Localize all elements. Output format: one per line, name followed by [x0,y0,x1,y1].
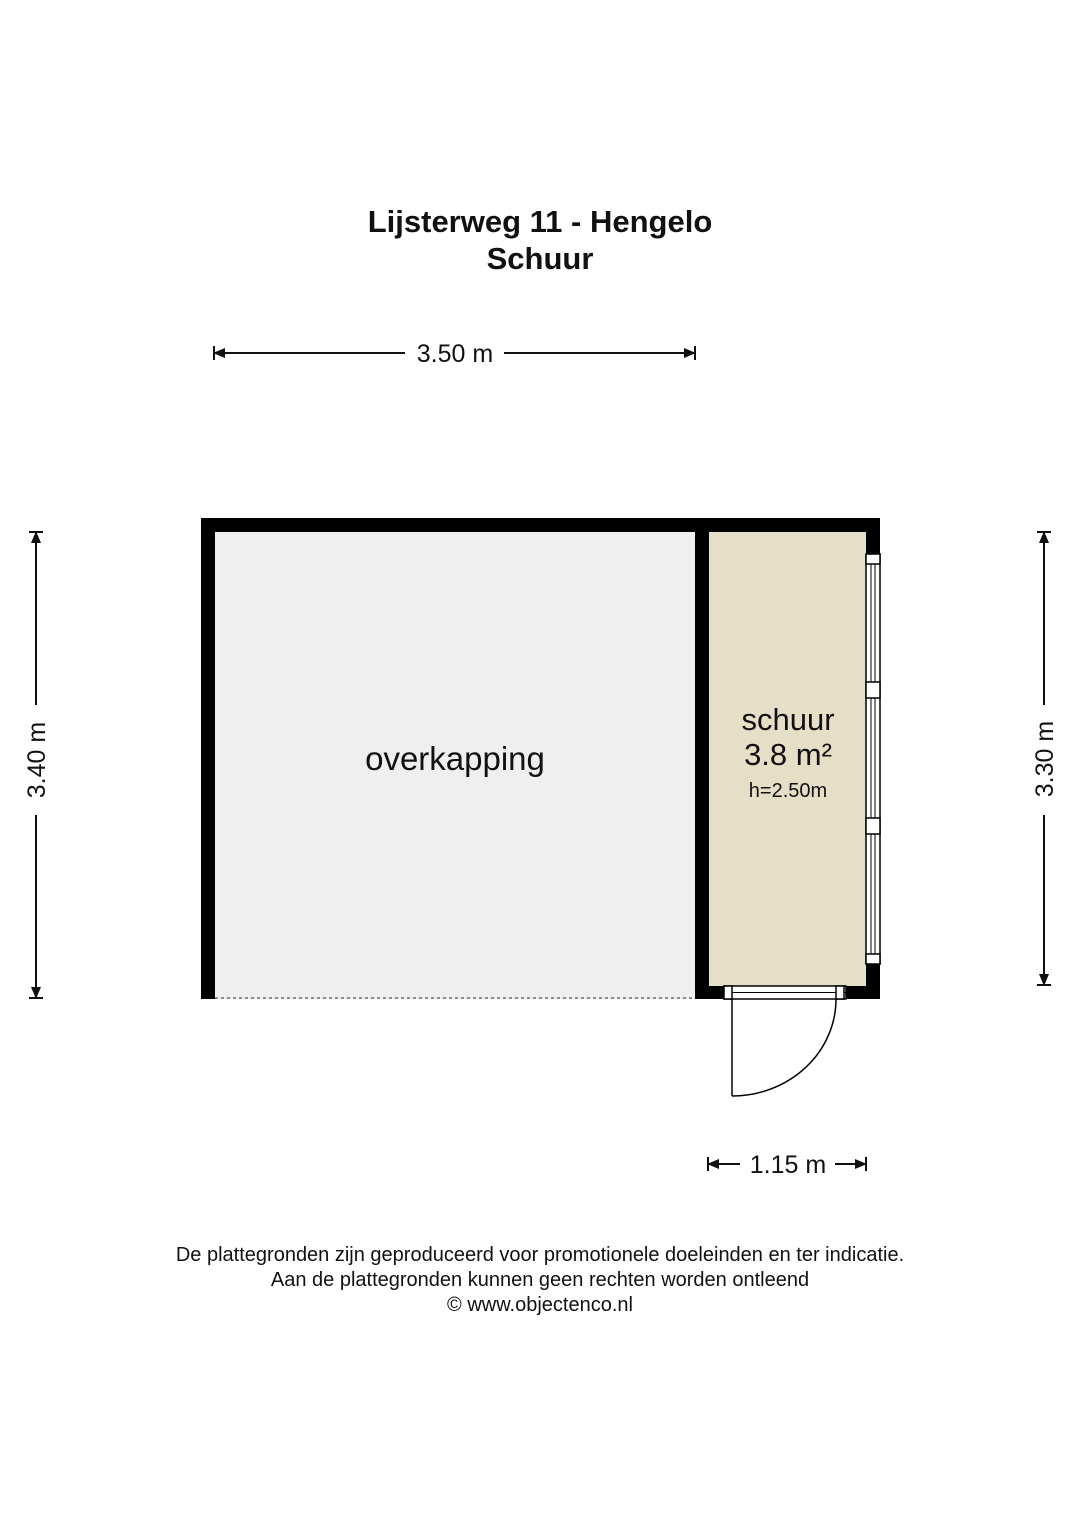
door-frame-left [724,986,732,999]
wall-top [201,518,880,532]
wall-partition [695,518,709,999]
wall-bottom-left-jamb [695,986,724,999]
wall-left [201,518,215,999]
window-frame [866,554,880,964]
disclaimer-line-1: De plattegronden zijn geproduceerd voor promotionele doeleinden en ter indicatie. [175,1244,905,1266]
window-mullion [866,682,880,698]
door-swing-arc [732,999,836,1096]
floorplan-floor-title: Schuur [486,241,594,276]
dimension-height-right [1031,532,1059,985]
dimension-height-left-label: 3.40 m [23,721,51,799]
dimension-width-label: 3.50 m [416,340,494,368]
room-height-schuur: h=2.50m [748,780,828,802]
window-mullion [866,554,880,564]
room-label-overkapping: overkapping [365,740,545,777]
room-area-schuur: 3.8 m² [744,737,832,772]
dimension-height-right-label: 3.30 m [1031,720,1059,798]
dimension-door-width-label: 1.15 m [749,1151,827,1179]
dimension-height-left [23,532,51,998]
door-frame-right [836,986,844,999]
door [724,986,846,1096]
copyright-line: © www.objectenco.nl [447,1294,633,1316]
window-mullion [866,954,880,964]
window-wall-right [866,554,880,964]
wall-bottom-right-jamb [846,986,880,999]
window-mullion [866,818,880,834]
disclaimer-line-2: Aan de plattegronden kunnen geen rechten worden ontleend [270,1269,810,1291]
dimension-width-top [214,340,695,368]
room-label-schuur: schuur [741,702,835,737]
wall-right-top [866,518,880,554]
dimension-door-width [708,1151,866,1179]
floorplan-address-title: Lijsterweg 11 - Hengelo [367,204,713,239]
